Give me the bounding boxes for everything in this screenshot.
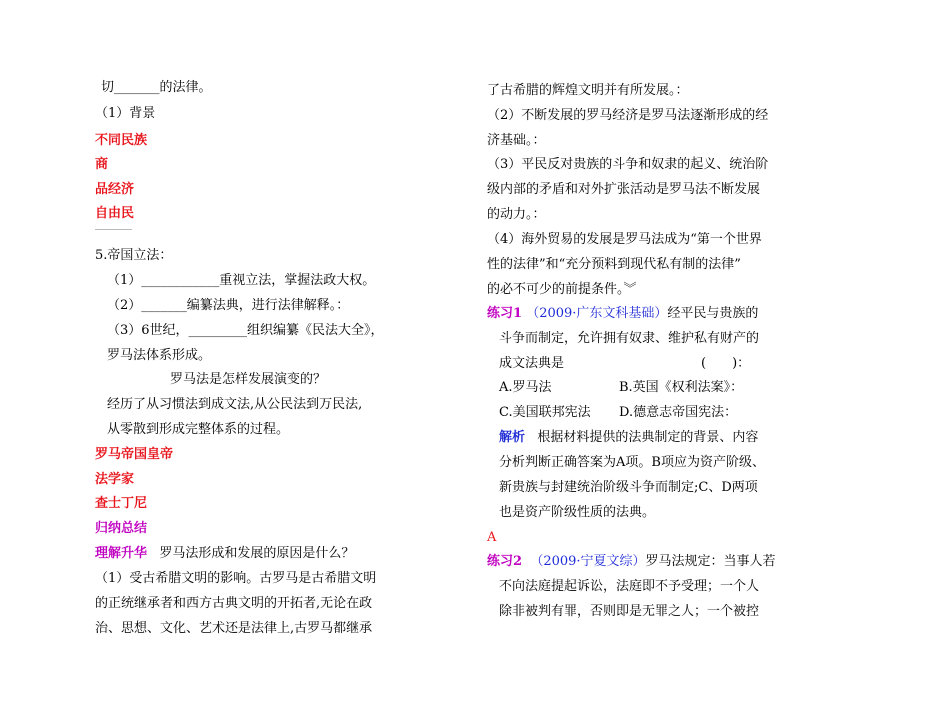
text-line: 经历了从习惯法到成文法,从公民法到万民法, bbox=[107, 397, 363, 412]
exercise-source: （2009·宁夏文综） bbox=[530, 554, 646, 569]
text-line: （2）_______编纂法典，进行法律解释。： bbox=[107, 298, 350, 313]
answer-text: 罗马帝国皇帝 bbox=[95, 447, 174, 462]
text-line bbox=[499, 356, 751, 372]
exercise-2-stem bbox=[487, 554, 776, 570]
exercise-source: （2009·广东文科基础） bbox=[526, 306, 668, 321]
text-line bbox=[95, 546, 354, 562]
text-line: （1）____________重视立法，掌握法政大权。 bbox=[107, 273, 376, 288]
answer-text: 品经济 bbox=[95, 182, 135, 197]
answer-text: 查士丁尼 bbox=[95, 496, 148, 511]
text-line: 性的法律”和“充分预料到现代私有制的法律” bbox=[487, 257, 741, 272]
answer-text: 法学家 bbox=[95, 472, 135, 487]
text-line: 分析判断正确答案为A项。B项应为资产阶级、 bbox=[499, 455, 765, 470]
text-line: （1）受古希腊文明的影响。古罗马是古希腊文明 bbox=[95, 571, 377, 586]
exercise-1-stem bbox=[487, 306, 758, 322]
text-line: 新贵族与封建统治阶级斗争而制定;C、D两项 bbox=[499, 480, 758, 495]
text-line: 了古希腊的辉煌文明并有所发展。： bbox=[487, 83, 689, 98]
text-line: 斗争而制定，允许拥有奴隶、维护私有财产的 bbox=[499, 331, 760, 346]
text-line: 治、思想、文化、艺术还是法律上,古罗马都继承 bbox=[95, 621, 373, 636]
text-line: 的正统继承者和西方古典文明的开拓者,无论在政 bbox=[95, 596, 373, 611]
analysis-text: 根据材料提供的法典制定的背景、内容 bbox=[537, 430, 759, 445]
option-b: B.英国《权利法案》： bbox=[619, 380, 744, 395]
option-c: C.美国联邦宪法 bbox=[499, 405, 591, 420]
text-line: 济基础。： bbox=[487, 133, 546, 148]
text-line: （4）海外贸易的发展是罗马法成为“第一个世界 bbox=[487, 232, 762, 247]
option-a: A.罗马法 bbox=[499, 380, 552, 395]
exercise-label: 练习1 bbox=[487, 306, 523, 321]
text-line: 不向法庭提起诉讼，法庭即不予受理；一个人 bbox=[499, 579, 760, 594]
text-line: （3）6世纪，_________组织编纂《民法大全》， bbox=[107, 323, 384, 338]
question-text: 罗马法形成和发展的原因是什么？ bbox=[159, 546, 355, 561]
text-line: 的必不可少的前提条件。︾ bbox=[487, 282, 637, 297]
text-line: 的动力。： bbox=[487, 207, 546, 222]
exercise-label: 练习2 bbox=[487, 554, 523, 569]
text-line: 经平民与贵族的 bbox=[667, 306, 759, 321]
text-line: 罗马法规定：当事人若 bbox=[645, 554, 776, 569]
analysis-label: 解析 bbox=[499, 430, 526, 445]
text-line: 罗马法体系形成。 bbox=[107, 348, 212, 363]
text-line: 级内部的矛盾和对外扩张活动是罗马法不断发展 bbox=[487, 182, 761, 197]
question-text: 罗马法是怎样发展演变的？ bbox=[170, 372, 327, 387]
summary-label: 归纳总结 bbox=[95, 521, 148, 536]
answer-blank: ( )： bbox=[701, 356, 751, 371]
answer-key: A bbox=[487, 530, 497, 545]
text-line: （2）不断发展的罗马经济是罗马法逐渐形成的经 bbox=[487, 108, 769, 123]
option-d: D.德意志帝国宪法： bbox=[619, 405, 738, 420]
text-line: 除非被判有罪，否则即是无罪之人；一个被控 bbox=[499, 604, 760, 619]
answer-text: 商 bbox=[95, 157, 109, 172]
section-heading: 5.帝国立法： bbox=[95, 248, 173, 263]
text-line: 从零散到形成完整体系的过程。 bbox=[107, 422, 290, 437]
answer-text: 自由民 bbox=[95, 206, 135, 221]
text-line: 切_______的法律。 bbox=[101, 80, 212, 95]
stem-end: 成文法典是 bbox=[499, 356, 565, 371]
text-line: （3）平民反对贵族的斗争和奴隶的起义、统治阶 bbox=[487, 157, 769, 172]
analysis-line bbox=[499, 430, 758, 446]
answer-text: 不同民族 bbox=[95, 133, 148, 148]
understanding-label: 理解升华 bbox=[95, 546, 148, 561]
text-line: （1）背景 bbox=[95, 106, 156, 121]
divider bbox=[95, 229, 132, 230]
text-line: 也是资产阶级性质的法典。 bbox=[499, 505, 656, 520]
